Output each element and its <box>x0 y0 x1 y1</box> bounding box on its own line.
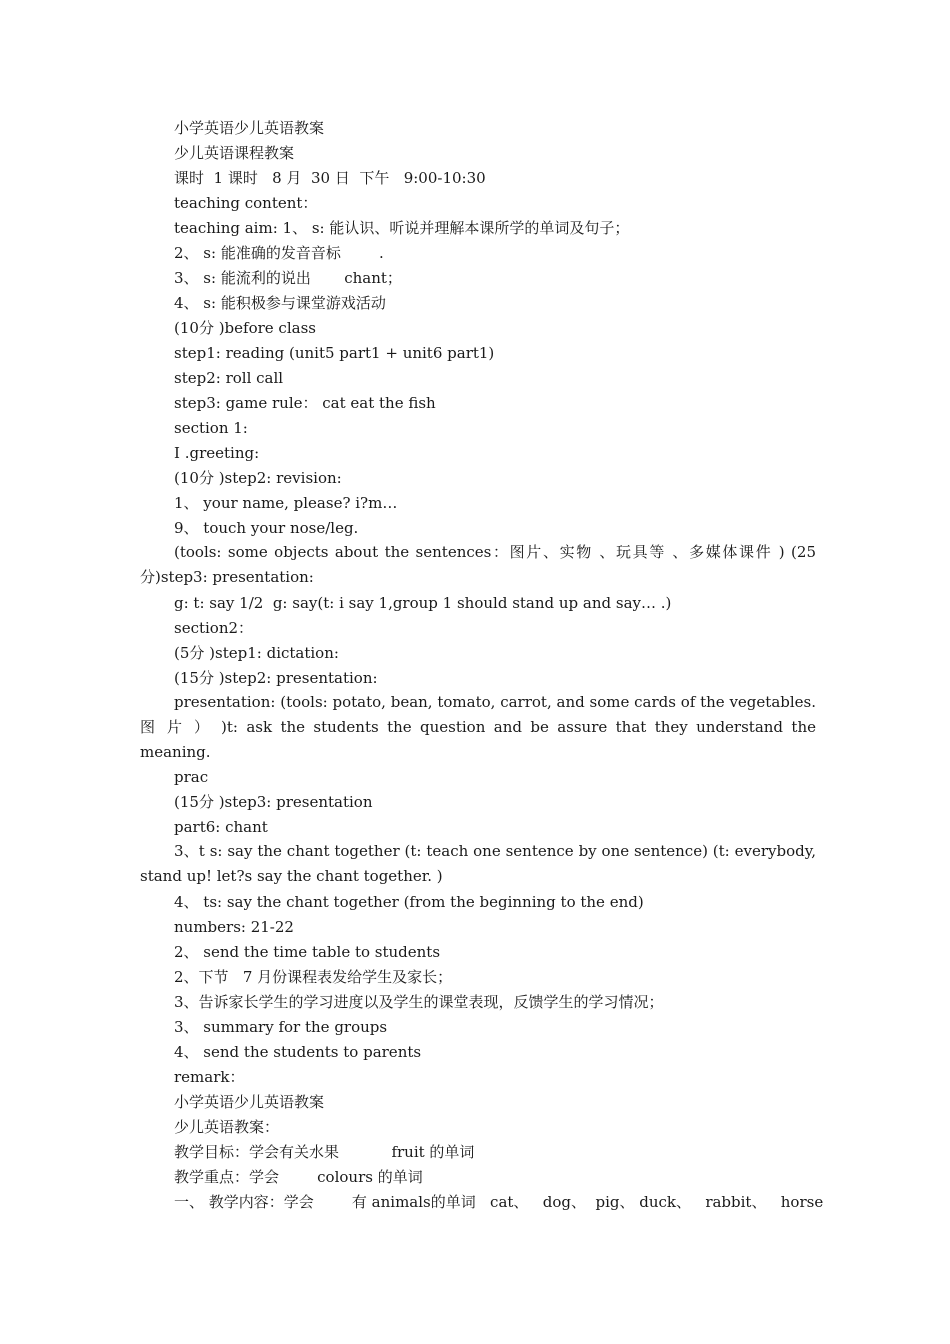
text-line: numbers: 21-22 <box>174 918 294 936</box>
text-line: teaching aim: 1、 s: 能认识、听说并理解本课所学的单词及句子； <box>174 219 630 237</box>
text-line: 教学目标：学会有关水果 fruit 的单词 <box>174 1143 475 1161</box>
text-line: 小学英语少儿英语教案 <box>174 1093 325 1111</box>
text-line: 少儿英语教案： <box>174 1118 280 1136</box>
text-line: part6: chant <box>174 818 268 836</box>
text-line: (15分 )step3: presentation <box>174 793 373 811</box>
paragraph: presentation: (tools: potato, bean, tomato, carrot, and some cards of the vegetables. 图 片 ） )t: ask the students the question and be assure that they understand the meaning. <box>140 693 816 761</box>
text-line: 4、 send the students to parents <box>174 1043 422 1061</box>
section-heading: section2： <box>174 619 254 637</box>
text-line: 1、 your name, please? i?m… <box>174 494 398 512</box>
text-line: step1: reading (unit5 part1 + unit6 part1) <box>174 344 495 362</box>
doc-title: 小学英语少儿英语教案 <box>174 119 325 137</box>
paragraph: 3、t s: say the chant together (t: teach one sentence by one sentence) (t: everybody, stand up! let?s say the chant together. ) <box>140 842 816 885</box>
text-line: 2、 s: 能准确的发音音标 . <box>174 244 384 262</box>
text-line: 一、 教学内容：学会 有 animals的单词 cat、 dog、 pig、 duck、 rabbit、 horse <box>174 1193 824 1211</box>
text-line: 9、 touch your nose/leg. <box>174 519 359 537</box>
section-heading: section 1: <box>174 419 248 437</box>
paragraph: (tools: some objects about the sentences：图片、实物 、玩具等 、多媒体课件 ) (25分)step3: presentation: <box>140 543 816 586</box>
text-line: 4、 s: 能积极参与课堂游戏活动 <box>174 294 386 312</box>
text-line: (10分 )before class <box>174 319 316 337</box>
text-line: (10分 )step2: revision: <box>174 469 342 487</box>
text-line: prac <box>174 768 209 786</box>
text-line: 2、 send the time table to students <box>174 943 441 961</box>
text-line: 2、下节 7 月份课程表发给学生及家长； <box>174 968 453 986</box>
schedule-line: 课时 1 课时 8 月 30 日 下午 9:00-10:30 <box>174 169 486 187</box>
text-line: 3、告诉家长学生的学习进度以及学生的课堂表现，反馈学生的学习情况； <box>174 993 664 1011</box>
doc-subtitle: 少儿英语课程教案 <box>174 144 295 162</box>
text-line: g: t: say 1/2 g: say(t: i say 1,group 1 should stand up and say… .) <box>174 594 672 612</box>
text-line: (15分 )step2: presentation: <box>174 669 378 687</box>
text-line: (5分 )step1: dictation: <box>174 644 339 662</box>
text-line: Ⅰ .greeting: <box>174 444 260 462</box>
text-line: 3、 summary for the groups <box>174 1018 388 1036</box>
text-line: 3、 s: 能流利的说出 chant； <box>174 269 402 287</box>
text-line: step2: roll call <box>174 369 284 387</box>
text-line: 教学重点：学会 colours 的单词 <box>174 1168 423 1186</box>
text-line: teaching content： <box>174 194 318 212</box>
text-line: 4、 ts: say the chant together (from the beginning to the end) <box>174 893 644 911</box>
text-line: remark： <box>174 1068 245 1086</box>
text-line: step3: game rule： cat eat the fish <box>174 394 436 412</box>
